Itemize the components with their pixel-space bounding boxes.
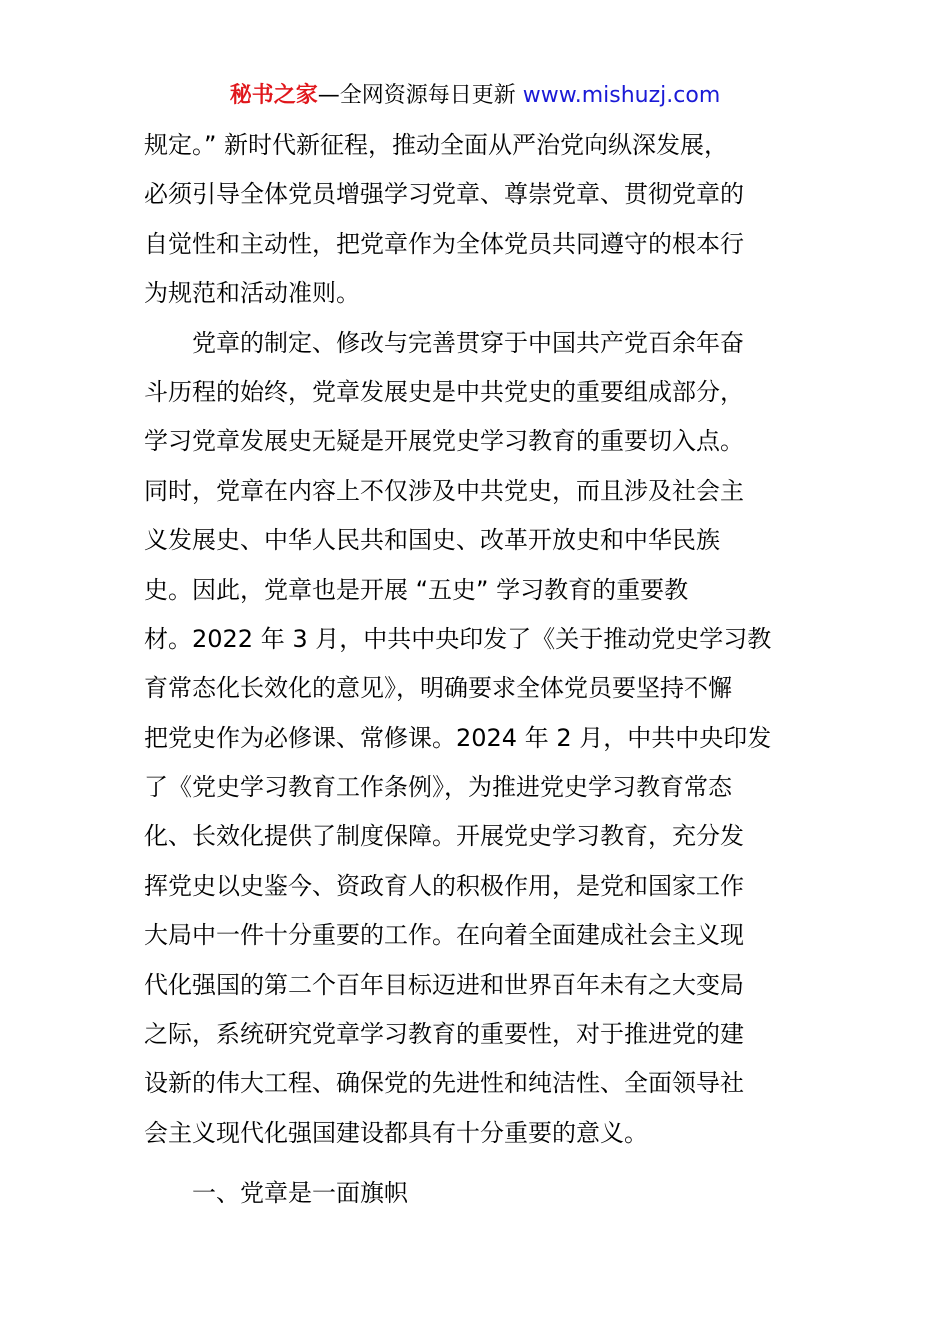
paragraph-line: 育常态化长效化的意见》，明确要求全体党员要坚持不懈: [144, 674, 732, 703]
paragraph-line: 大局中一件十分重要的工作。在向着全面建成社会主义现: [144, 921, 744, 950]
header-tagline: —全网资源每日更新: [317, 83, 516, 108]
paragraph-line: 代化强国的第二个百年目标迈进和世界百年未有之大变局: [144, 970, 744, 999]
paragraph-line: 之际，系统研究党章学习教育的重要性，对于推进党的建: [144, 1020, 744, 1049]
brand-name: 秘书之家: [229, 83, 318, 108]
paragraph-line: 为规范和活动准则。: [144, 279, 360, 308]
paragraph-line: 自觉性和主动性，把党章作为全体党员共同遵守的根本行: [144, 229, 744, 258]
section-heading: 一、党章是一面旗帜: [192, 1179, 408, 1207]
paragraph-line: 材。2022 年 3 月，中共中央印发了《关于推动党史学习教: [144, 624, 772, 653]
paragraph-line: 史。因此，党章也是开展 “五史” 学习教育的重要教: [144, 575, 689, 604]
paragraph-line: 必须引导全体党员增强学习党章、尊崇党章、贯彻党章的: [144, 180, 744, 209]
paragraph-line: 规定。” 新时代新征程，推动全面从严治党向纵深发展，: [144, 131, 729, 159]
paragraph-line: 党章的制定、修改与完善贯穿于中国共产党百余年奋: [192, 328, 744, 357]
site-url[interactable]: www.mishuzj.com: [515, 83, 721, 108]
paragraph-line: 了《党史学习教育工作条例》，为推进党史学习教育常态: [144, 773, 732, 802]
paragraph-line: 斗历程的始终，党章发展史是中共党史的重要组成部分，: [144, 377, 744, 406]
paragraph-line: 义发展史、中华人民共和国史、改革开放史和中华民族: [144, 526, 720, 555]
page-header: [0, 80, 950, 112]
paragraph-line: 设新的伟大工程、确保党的先进性和纯洁性、全面领导社: [144, 1069, 744, 1098]
paragraph-line: 会主义现代化强国建设都具有十分重要的意义。: [144, 1118, 648, 1147]
paragraph-line: 化、长效化提供了制度保障。开展党史学习教育，充分发: [144, 822, 744, 851]
body-text: [144, 121, 806, 1158]
paragraph-line: 把党史作为必修课、常修课。2024 年 2 月，中共中央印发: [144, 723, 772, 752]
paragraph-line: 学习党章发展史无疑是开展党史学习教育的重要切入点。: [144, 427, 744, 456]
paragraph-line: 挥党史以史鉴今、资政育人的积极作用，是党和国家工作: [144, 871, 744, 900]
paragraph-line: 同时，党章在内容上不仅涉及中共党史，而且涉及社会主: [144, 476, 744, 505]
